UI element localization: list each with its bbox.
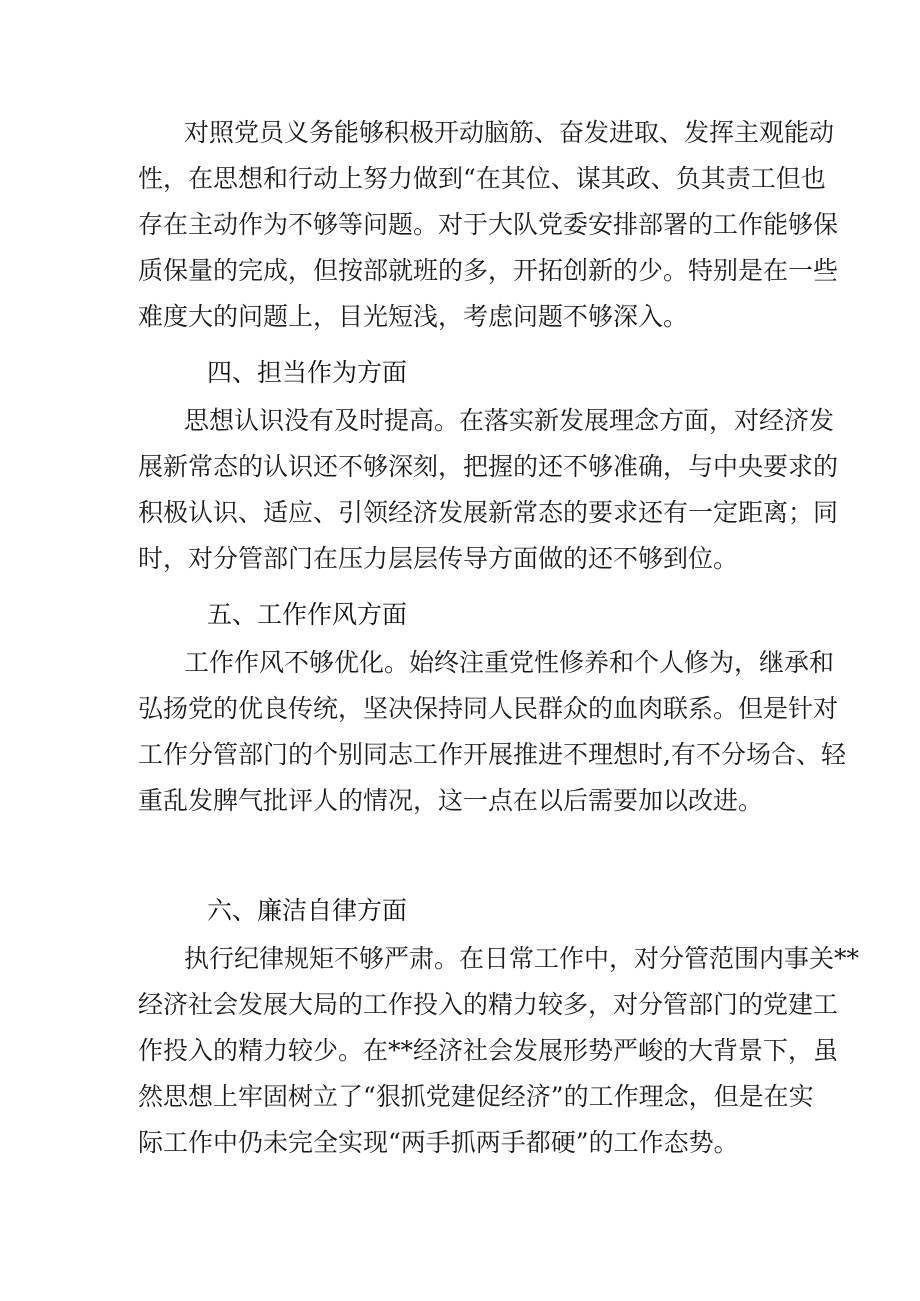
section-heading-5: 五、工作作风方面 — [207, 600, 408, 629]
text-line: 性，在思想和行动上努力做到“在其位、谋其政、负其责工但也 — [138, 164, 826, 193]
text-line: 际工作中仍未完全实现“两手抓两手都硬”的工作态势。 — [138, 1128, 739, 1157]
text-line: 对照党员义务能够积极开动脑筋、奋发进取、发挥主观能动 — [184, 118, 835, 147]
text-line: 质保量的完成，但按部就班的多，开拓创新的少。特别是在一些 — [138, 256, 839, 285]
text-line: 然思想上牢固树立了“狠抓党建促经济”的工作理念，但是在实 — [138, 1082, 814, 1111]
text-line: 积极认识、适应、引领经济发展新常态的要求还有一定距离；同 — [138, 498, 839, 527]
text-line: 重乱发脾气批评人的情况，这一点在以后需要加以改进。 — [138, 786, 764, 815]
text-line: 经济社会发展大局的工作投入的精力较多，对分管部门的党建工 — [138, 990, 839, 1019]
text-line: 存在主动作为不够等问题。对于大队党委安排部署的工作能够保 — [138, 210, 839, 239]
section-heading-6: 六、廉洁自律方面 — [207, 896, 408, 925]
text-line: 时，对分管部门在压力层层传导方面做的还不够到位。 — [138, 544, 739, 573]
text-line: 思想认识没有及时提高。在落实新发展理念方面，对经济发 — [184, 406, 835, 435]
text-line: 作投入的精力较少。在**经济社会发展形势严峻的大背景下，虽 — [138, 1036, 839, 1065]
text-line: 难度大的问题上，目光短浅，考虑问题不够深入。 — [138, 302, 689, 331]
text-line: 弘扬党的优良传统，坚决保持同人民群众的血肉联系。但是针对 — [138, 694, 839, 723]
section-heading-4: 四、担当作为方面 — [207, 358, 408, 387]
text-line: 工作分管部门的个别同志工作开展推进不理想时,有不分场合、轻 — [138, 740, 846, 769]
text-line: 工作作风不够优化。始终注重党性修养和个人修为，继承和 — [184, 648, 835, 677]
text-line: 展新常态的认识还不够深刻，把握的还不够准确，与中央要求的 — [138, 452, 839, 481]
text-line: 执行纪律规矩不够严肃。在日常工作中，对分管范围内事关** — [184, 944, 860, 973]
